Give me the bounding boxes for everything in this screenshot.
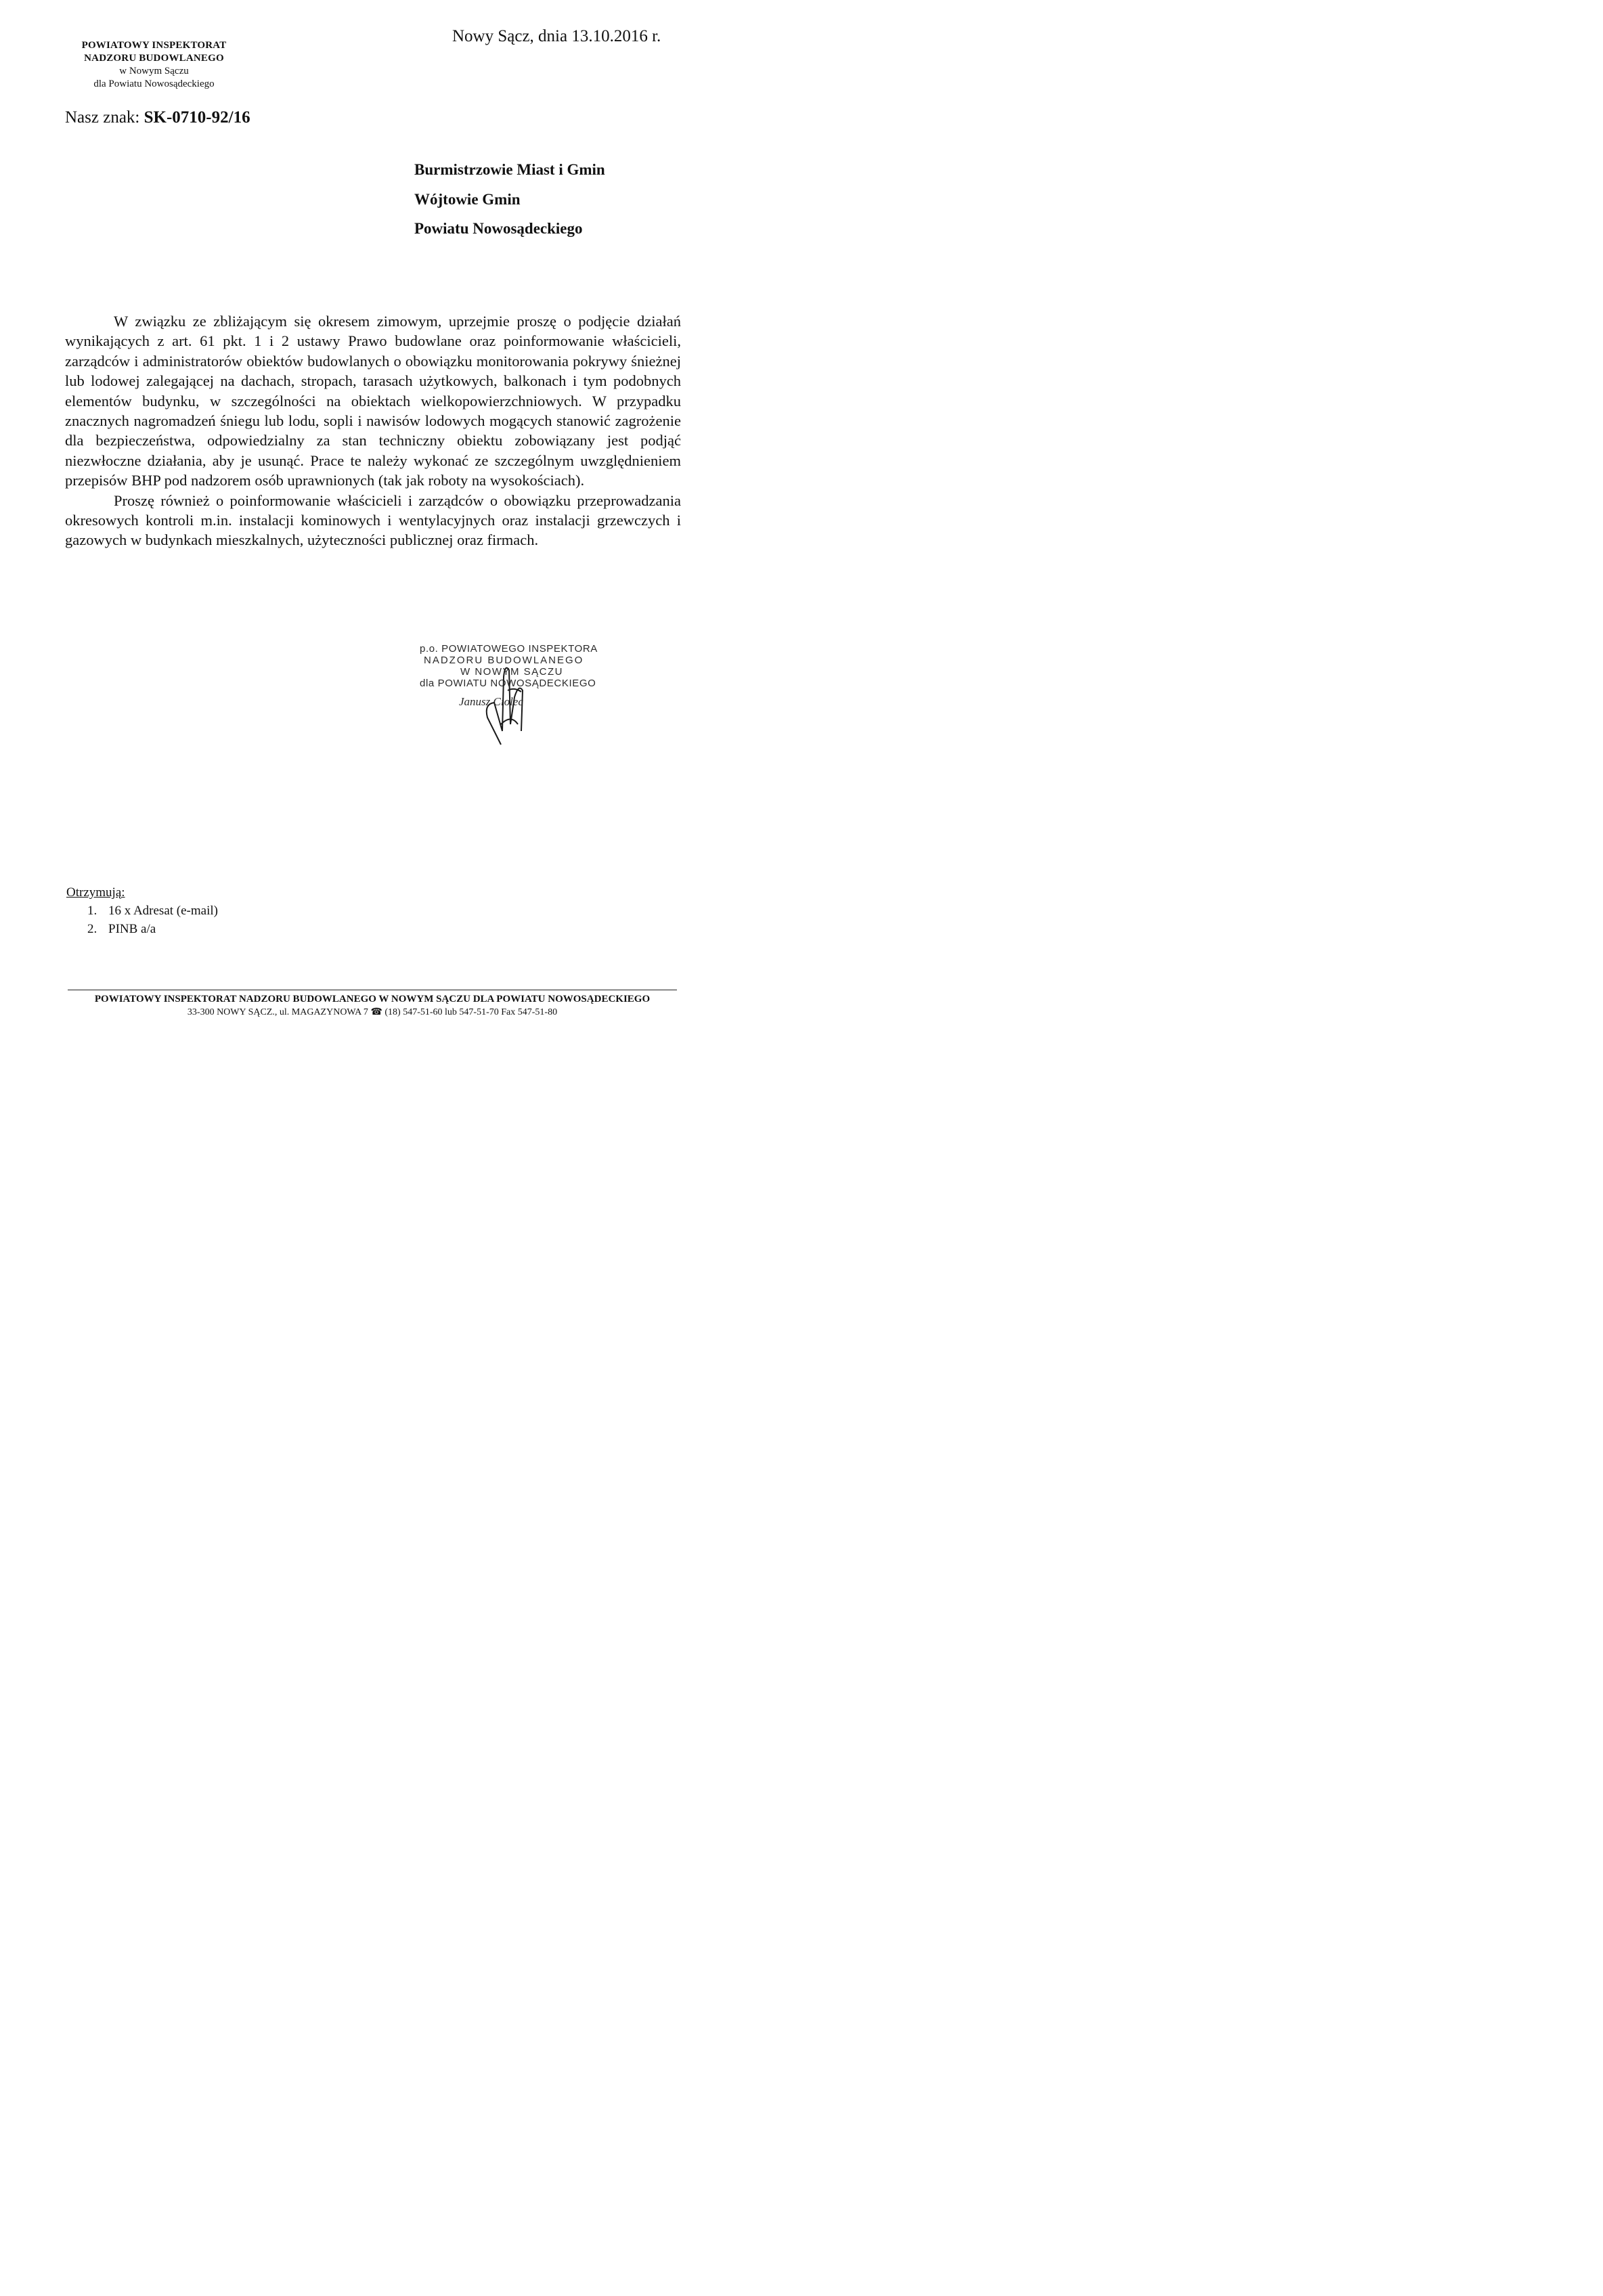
body-paragraph-2: Proszę również o poinformowanie właścicieli i zarządców o obowiązku przeprowadzania okresowych kontroli m.in. instalacji kominowych i wentylacyjnych oraz instalacji grzewczych i gazowych w budynkach mieszkalnych, użyteczności publicznej oraz firmach. [65, 491, 681, 549]
stamp-line-1: p.o. POWIATOWEGO INSPEKTORA [420, 643, 598, 655]
footer-contact [68, 1007, 677, 1018]
stamp-line-3: W NOWYM SĄCZU [460, 666, 563, 678]
footer-phone-fax: (18) 547-51-60 lub 547-51-70 Fax 547-51-80 [385, 1007, 558, 1017]
official-stamp [420, 643, 596, 751]
stamp-line-4: dla POWIATU NOWOSĄDECKIEGO [420, 678, 596, 689]
addressee-line-2: Wójtowie Gmin [414, 191, 521, 208]
recipient-item: 2. PINB a/a [100, 920, 218, 938]
telephone-icon: ☎ [370, 1007, 382, 1017]
footer-institution: POWIATOWY INSPEKTORAT NADZORU BUDOWLANEGO W NOWYM SĄCZU DLA POWIATU NOWOSĄDECKIEGO [94, 994, 651, 1005]
recipients-heading: Otrzymują: [66, 885, 125, 900]
letter-body [65, 311, 681, 550]
footer-address: 33-300 NOWY SĄCZ., ul. MAGAZYNOWA 7 [187, 1007, 368, 1017]
issuer-header [68, 39, 240, 91]
issuer-line-2: NADZORU BUDOWLANEGO [84, 53, 224, 64]
issuer-line-1: POWIATOWY INSPEKTORAT [81, 40, 227, 51]
addressee-line-3: Powiatu Nowosądeckiego [414, 220, 583, 237]
body-paragraph-1: W związku ze zbliżającym się okresem zimowym, uprzejmie proszę o podjęcie działań wynikających z art. 61 pkt. 1 i 2 ustawy Prawo budowlane oraz poinformowanie właścicieli, zarządców i administratorów obiektów budowlanych o obowiązku monitorowania pokrywy śnieżnej lub lodowej zalegającej na dachach, stropach, tarasach użytkowych, balkonach i tym podobnych elementów budynku, w szczególności na obiektach wielkopowierzchniowych. W przypadku znacznych nagromadzeń śniegu lub lodu, sopli i nawisów lodowych mogących stanowić zagrożenie dla bezpieczeństwa, odpowiedzialny za stan techniczny obiektu zobowiązany jest podjąć niezwłoczne działania, aby je usunąć. Prace te należy wykonać ze szczególnym uwzględnieniem przepisów BHP pod nadzorem osób uprawnionych (tak jak roboty na wysokościach). [65, 313, 681, 489]
issuer-line-4: dla Powiatu Nowosądeckiego [93, 79, 215, 89]
handwritten-signature [474, 650, 548, 751]
stamp-line-2: NADZORU BUDOWLANEGO [424, 655, 584, 666]
recipient-item: 1. 16 x Adresat (e-mail) [100, 902, 218, 920]
place-and-date: Nowy Sącz, dnia 13.10.2016 r. [452, 27, 661, 45]
reference-label: Nasz znak: [65, 108, 140, 127]
issuer-line-3: w Nowym Sączu [119, 66, 189, 76]
reference-number [65, 108, 250, 127]
recipients-list [66, 902, 218, 938]
reference-value: SK-0710-92/16 [144, 108, 250, 127]
recipients-section [66, 883, 218, 938]
addressee-line-1: Burmistrzowie Miast i Gmin [414, 161, 605, 178]
signatory-name: Janusz Ciolec [459, 695, 523, 708]
